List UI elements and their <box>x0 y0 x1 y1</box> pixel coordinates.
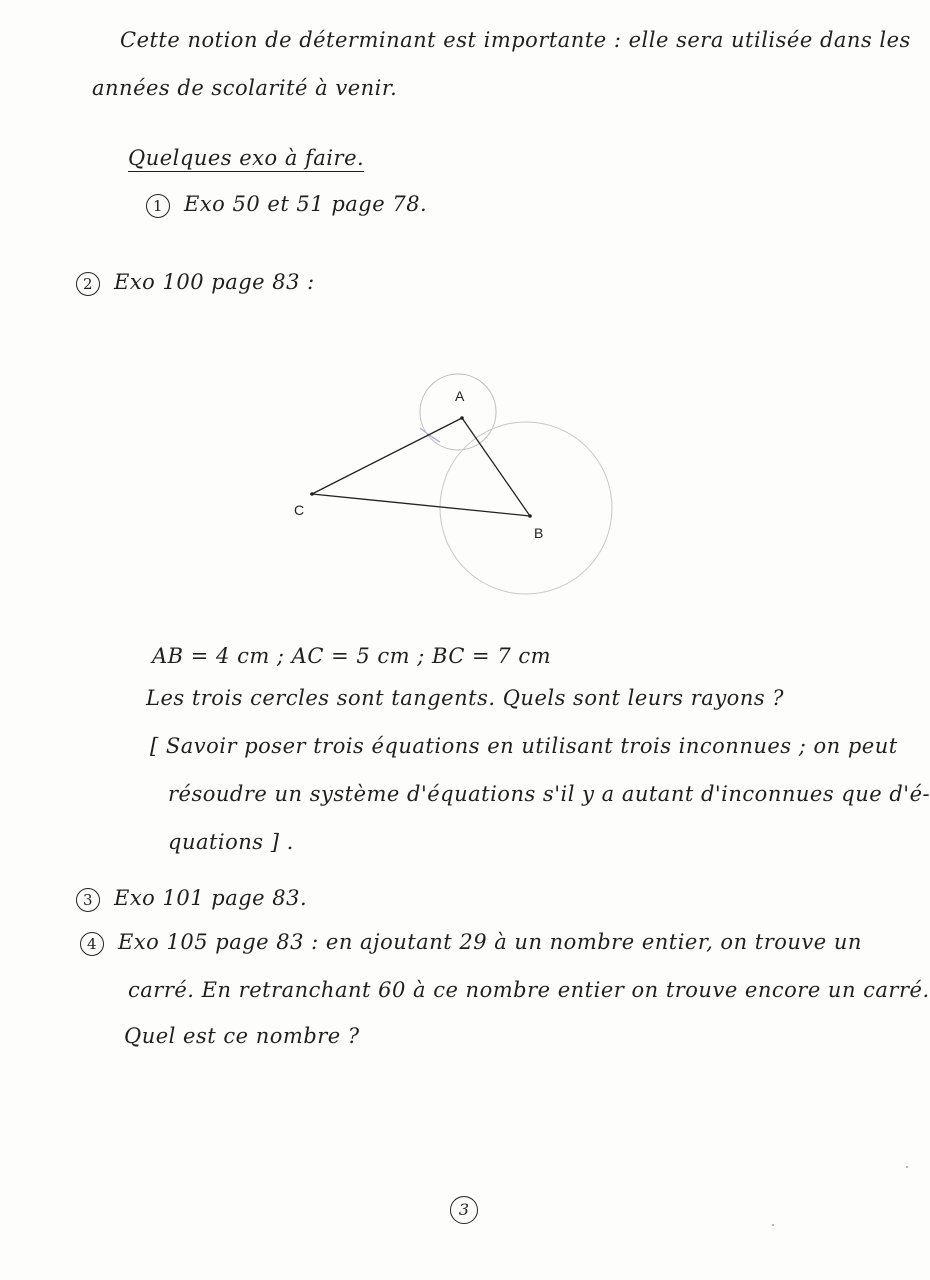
item-number-badge: 3 <box>76 888 100 912</box>
exercise-item-3-text: Exo 101 page 83. <box>114 886 308 910</box>
point-b <box>528 514 532 518</box>
exercise-item-2-text: Exo 100 page 83 : <box>114 270 315 294</box>
exercise-4-line-2: carré. En retranchant 60 à ce nombre entier on trouve encore un carré. <box>128 978 930 1002</box>
exercise-item-2 <box>76 270 315 296</box>
exercise-2-question: Les trois cercles sont tangents. Quels sont leurs rayons ? <box>146 686 785 710</box>
exercise-2-hint-line-2: résoudre un système d'équations s'il y a autant d'inconnues que d'é- <box>168 782 930 806</box>
exercise-item-4-text: Exo 105 page 83 : en ajoutant 29 à un nombre entier, on trouve un <box>118 930 862 954</box>
item-number-badge: 2 <box>76 272 100 296</box>
intro-line-2: années de scolarité à venir. <box>92 76 398 100</box>
exercise-2-hint-line-1: [ Savoir poser trois équations en utilisant trois inconnues ; on peut <box>150 734 898 758</box>
item-number-badge: 4 <box>80 932 104 956</box>
exercise-2-measures: AB = 4 cm ; AC = 5 cm ; BC = 7 cm <box>152 644 552 668</box>
exercises-heading: Quelques exo à faire. <box>128 146 365 170</box>
paper-speck <box>772 1224 774 1226</box>
intro-line-1: Cette notion de déterminant est importante : elle sera utilisée dans les <box>120 28 911 52</box>
label-c: C <box>294 502 305 518</box>
exercise-4-line-3: Quel est ce nombre ? <box>124 1024 360 1048</box>
circle-a <box>420 374 496 450</box>
point-a <box>460 416 464 420</box>
exercise-2-hint-line-3: quations ] . <box>168 830 294 854</box>
page-number: 3 <box>450 1196 478 1224</box>
paper-speck <box>906 1166 908 1168</box>
exercise-item-1-text: Exo 50 et 51 page 78. <box>184 192 428 216</box>
exercise-item-1 <box>146 192 427 218</box>
side-ca <box>312 418 462 494</box>
point-c <box>310 492 314 496</box>
exercise-item-4 <box>80 930 862 956</box>
circle-b <box>440 422 612 594</box>
triangle-figure <box>280 370 640 600</box>
side-ab <box>462 418 530 516</box>
exercise-item-3 <box>76 886 307 912</box>
label-a: A <box>455 388 465 404</box>
side-cb <box>312 494 530 516</box>
label-b: B <box>534 525 544 541</box>
item-number-badge: 1 <box>146 194 170 218</box>
